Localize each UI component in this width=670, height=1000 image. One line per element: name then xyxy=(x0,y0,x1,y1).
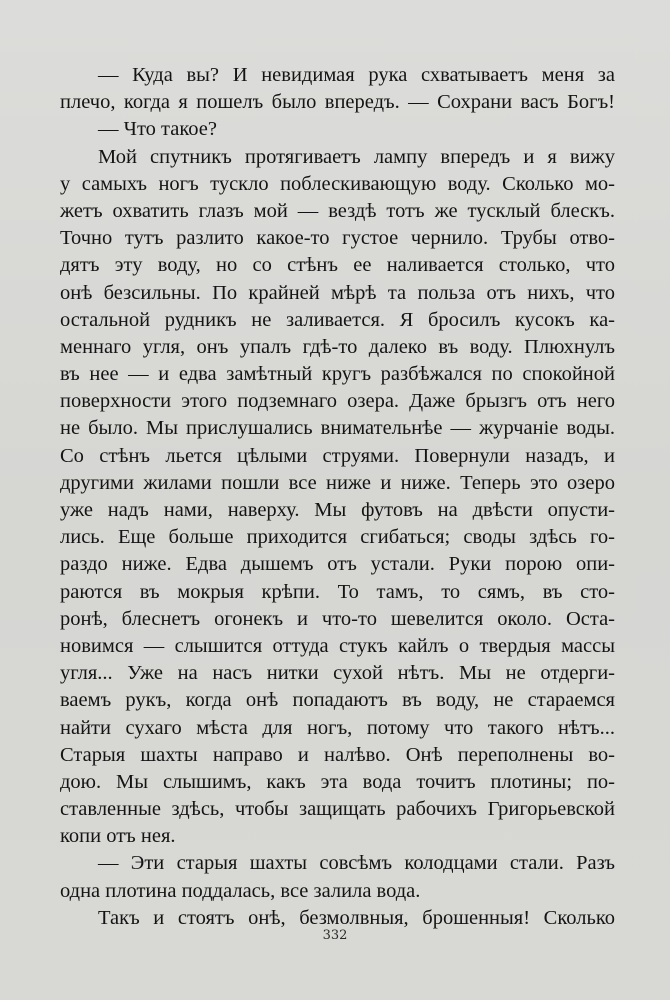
text-line: въ нее — и едва замѣтный кругъ разбѣжался по спокойной xyxy=(60,363,615,386)
text-line: лись. Еще больше приходится сгибаться; своды здѣсь го- xyxy=(60,526,615,549)
text-line: ставленные здѣсь, чтобы защищать рабочихъ Григорьевской xyxy=(60,798,615,821)
text-line: ваемъ рукъ, когда онѣ попадаютъ въ воду, не стараемся xyxy=(60,689,615,712)
text-line: жетъ охватить глазъ мой — вездѣ тотъ же тусклый блескъ. xyxy=(60,199,615,222)
text-line: ронѣ, блеснетъ огонекъ и что-то шевелится около. Оста- xyxy=(60,607,615,630)
text-line: — Куда вы? И невидимая рука схватываетъ меня за xyxy=(98,64,615,86)
text-line: угля... Уже на насъ нитки сухой нѣтъ. Мы не отдерги- xyxy=(60,662,615,685)
text-line: новимся — слышится оттуда стукъ кайлъ о твердыя массы xyxy=(60,634,615,657)
text-line: остальной рудникъ не заливается. Я бросилъ кусокъ ка- xyxy=(60,308,615,331)
text-line: онѣ безсильны. По крайней мѣрѣ та польза отъ нихъ, что xyxy=(60,281,615,304)
text-line: меннаго угля, онъ упалъ гдѣ-то далеко въ воду. Плюхнулъ xyxy=(60,335,615,358)
text-line: дою. Мы слышимъ, какъ эта вода точитъ плотины; по- xyxy=(60,770,615,793)
body-text xyxy=(60,62,615,932)
text-line: — Эти старыя шахты совсѣмъ колодцами стали. Разъ xyxy=(98,852,615,875)
text-line: Такъ и стоятъ онѣ, безмолвныя, брошенныя! Сколько xyxy=(98,906,615,929)
text-line: Со стѣнъ льется цѣлыми струями. Повернули назадъ, и xyxy=(60,444,615,467)
text-line: уже надъ нами, наверху. Мы футовъ на двѣсти опусти- xyxy=(60,499,615,521)
text-line: другими жилами пошли все ниже и ниже. Теперь это озеро xyxy=(60,471,615,494)
text-line: копи отъ нея. xyxy=(60,825,176,848)
text-line: найти сухаго мѣста для ногъ, потому что такого нѣтъ... xyxy=(60,716,615,739)
text-line: Мой спутникъ протягиваетъ лампу впередъ и я вижу xyxy=(98,145,615,168)
text-line: раздо ниже. Едва дышемъ отъ устали. Руки порою опи- xyxy=(60,553,615,576)
text-line: раются въ мокрыя крѣпи. То тамъ, то сямъ, въ сто- xyxy=(60,580,615,603)
text-line: у самыхъ ногъ тускло поблескивающую воду. Сколько мо- xyxy=(60,172,615,195)
text-line: плечо, когда я пошелъ было впередъ. — Сохрани васъ Богъ! xyxy=(60,91,615,114)
text-line: Точно тутъ разлито какое-то густое чернило. Трубы отво- xyxy=(60,227,615,250)
page-number: 332 xyxy=(322,928,348,943)
text-line: не было. Мы прислушались внимательнѣе — журчанiе воды. xyxy=(60,417,615,440)
text-line: одна плотина поддалась, все залила вода. xyxy=(60,879,421,902)
text-line: Старыя шахты направо и налѣво. Онѣ переполнены во- xyxy=(60,743,615,766)
text-line: — Что такое? xyxy=(98,118,217,141)
text-line: поверхности этого подземнаго озера. Даже брызгъ отъ него xyxy=(60,390,615,413)
text-line: дятъ эту воду, но со стѣнъ ее наливается столько, что xyxy=(60,254,615,277)
